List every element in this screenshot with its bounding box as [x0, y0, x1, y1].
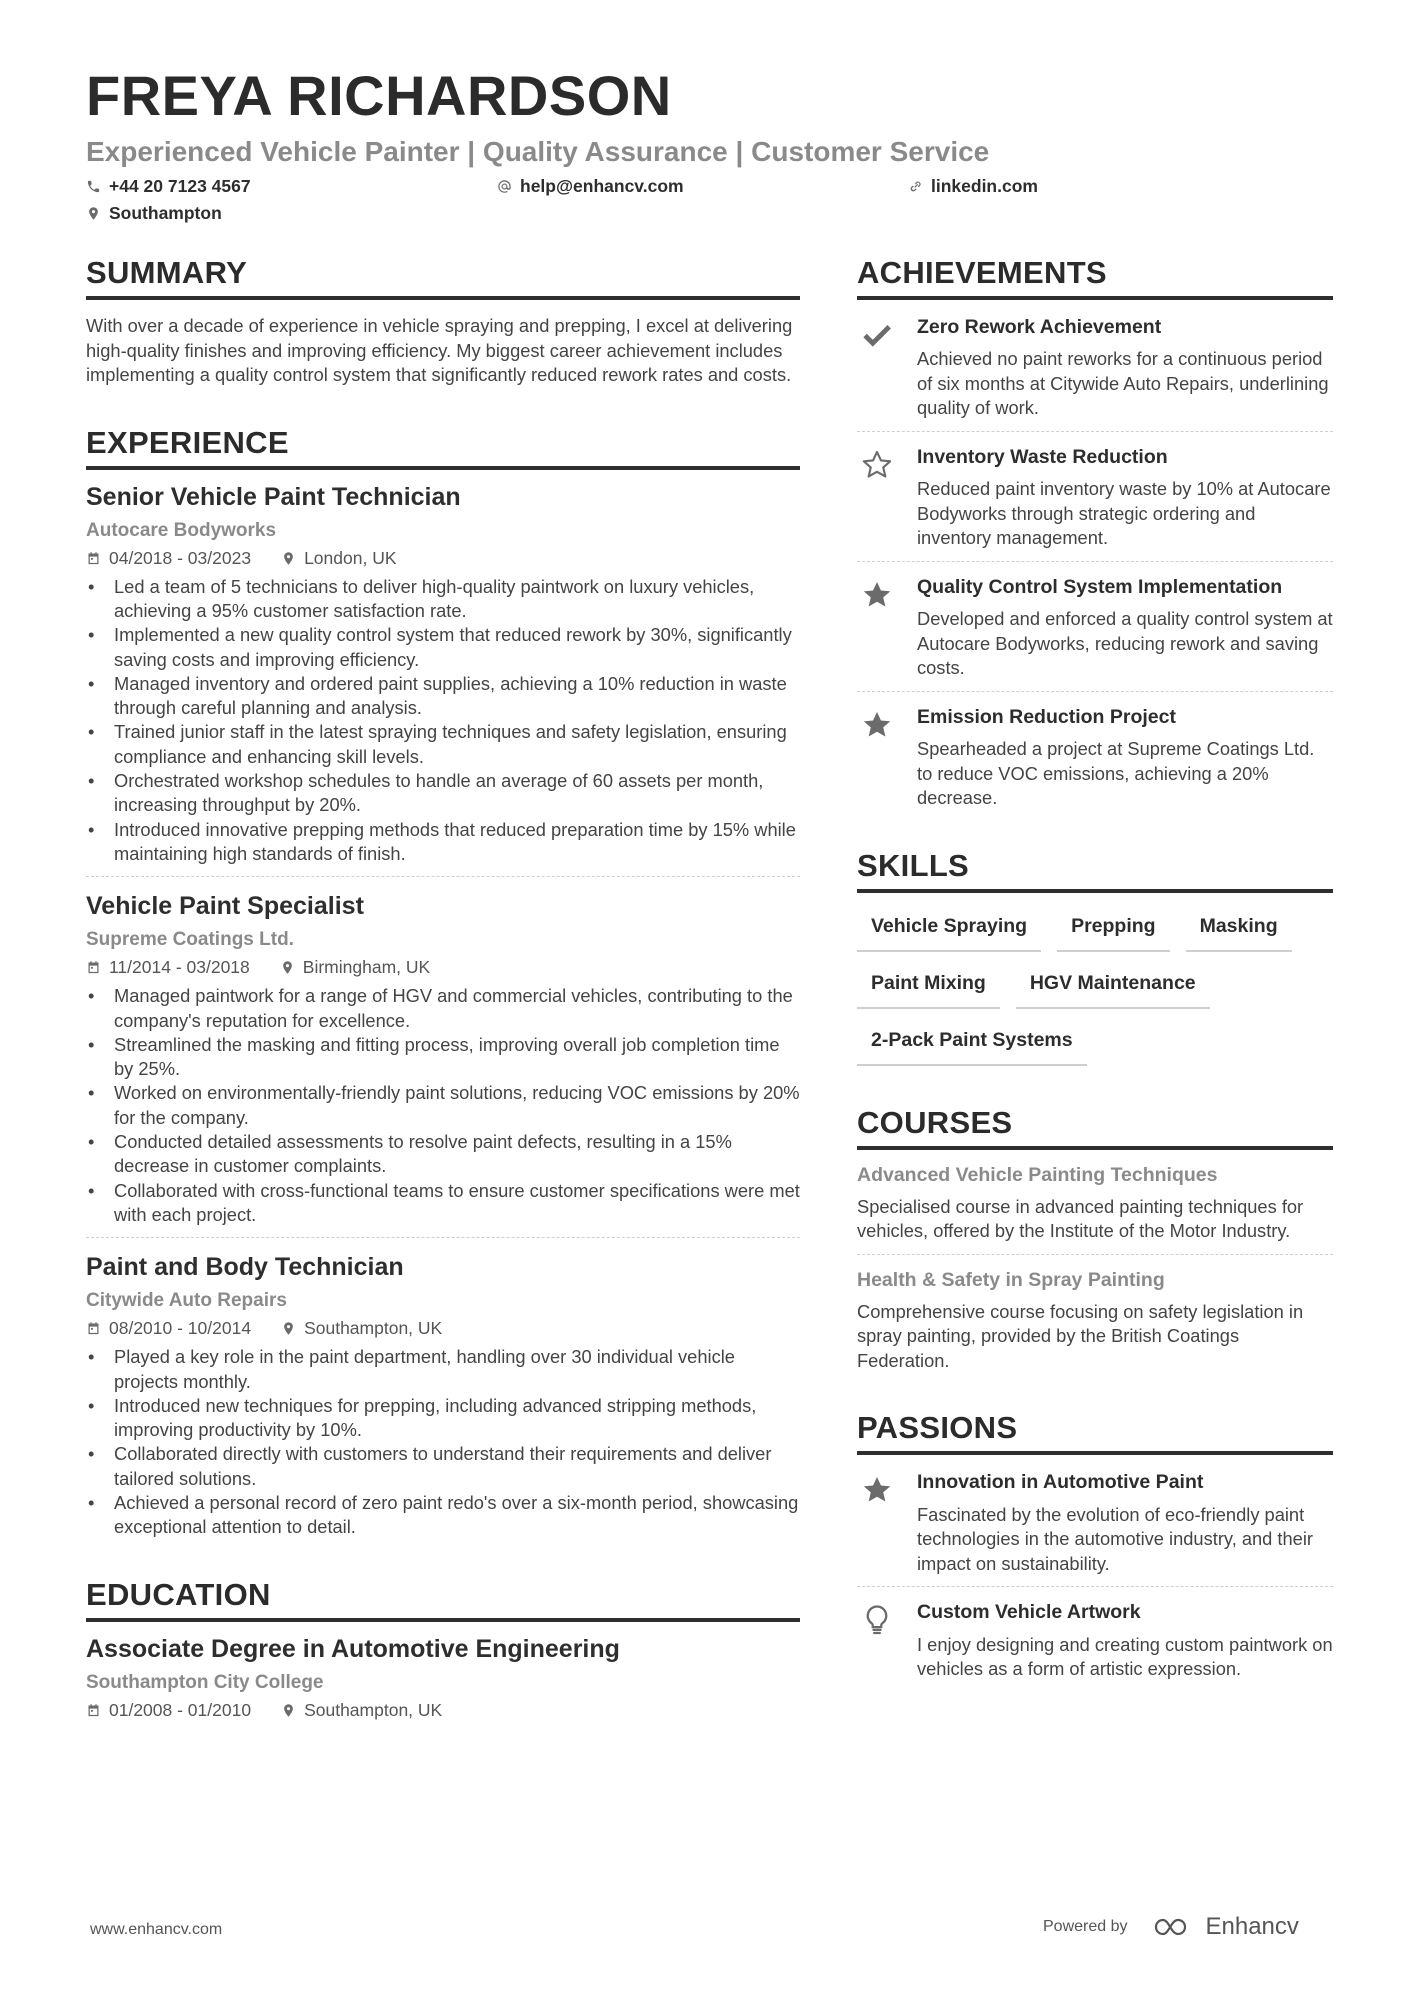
candidate-name: FREYA RICHARDSON [86, 64, 672, 127]
contact-linkedin[interactable] [908, 176, 1038, 197]
passion-title: Custom Vehicle Artwork [917, 1601, 1141, 1624]
degree-title: Associate Degree in Automotive Engineering [86, 1634, 620, 1663]
job-title: Paint and Body Technician [86, 1253, 404, 1282]
calendar-icon [86, 960, 101, 975]
enhancv-logo-icon [1150, 1914, 1198, 1940]
section-title-passions: PASSIONS [857, 1411, 1333, 1455]
bullet-item: • Collaborated directly with customers to understand their requirements and deliver tailored solutions. [86, 1442, 800, 1491]
job-location [280, 957, 430, 978]
skill-tag: HGV Maintenance [1016, 968, 1210, 1009]
education-location [281, 1700, 442, 1721]
bullet-item: • Trained junior staff in the latest spraying techniques and safety legislation, ensuring compliance and enhancing skill levels. [86, 720, 800, 769]
section-title-courses: COURSES [857, 1106, 1333, 1150]
star-outline-icon [857, 446, 897, 551]
location-pin-icon [281, 551, 296, 566]
bullet-item: • Orchestrated workshop schedules to handle an average of 60 assets per month, increasing throughput by 20%. [86, 769, 800, 818]
passion-item [857, 1601, 1333, 1681]
job-dates [86, 548, 251, 569]
bullet-item: • Collaborated with cross-functional teams to ensure customer specifications were met with each project. [86, 1179, 800, 1228]
skill-tag: Paint Mixing [857, 968, 1000, 1009]
calendar-icon [86, 551, 101, 566]
summary-text: With over a decade of experience in vehicle spraying and prepping, I excel at delivering high-quality finishes and improving efficiency. My biggest career achievement includes implementing a quality control system that significantly reduced rework rates and costs. [86, 315, 793, 386]
location-pin-icon [280, 960, 295, 975]
phone-text: +44 20 7123 4567 [109, 176, 251, 196]
checkmark-icon [857, 316, 897, 421]
at-icon [497, 179, 512, 194]
headline: Experienced Vehicle Painter | Quality Assurance | Customer Service [86, 136, 990, 167]
job-entry [86, 482, 800, 867]
skills-list [857, 911, 1333, 1066]
location-pin-icon [86, 206, 101, 221]
bullet-item: • Implemented a new quality control system that reduced rework by 30%, significantly saving costs and improving efficiency. [86, 623, 800, 672]
brand-logo[interactable] [1150, 1913, 1299, 1941]
job-bullets [86, 575, 800, 867]
bullet-item: • Introduced new techniques for prepping, including advanced stripping methods, improving productivity by 10%. [86, 1394, 800, 1443]
bullet-item: • Worked on environmentally-friendly paint solutions, reducing VOC emissions by 20% for the company. [86, 1081, 800, 1130]
divider [857, 1586, 1333, 1587]
divider [857, 691, 1333, 692]
bullet-item: • Led a team of 5 technicians to deliver high-quality paintwork on luxury vehicles, achieving a 95% customer satisfaction rate. [86, 575, 800, 624]
achievement-title: Quality Control System Implementation [917, 575, 1283, 598]
star-icon [857, 706, 897, 811]
location-text: Birmingham, UK [302, 957, 431, 978]
passion-title: Innovation in Automotive Paint [917, 1471, 1204, 1494]
job-dates [86, 1318, 251, 1339]
location-pin-icon [281, 1703, 296, 1718]
course-title: Health & Safety in Spray Painting [857, 1268, 1165, 1291]
education-entry [86, 1634, 800, 1721]
bullet-item: • Managed paintwork for a range of HGV and commercial vehicles, contributing to the company's reputation for excellence. [86, 984, 800, 1033]
job-meta [86, 1318, 800, 1339]
education-dates [86, 1700, 251, 1721]
job-title: Vehicle Paint Specialist [86, 892, 364, 921]
job-bullets [86, 984, 800, 1227]
email-text[interactable]: help@enhancv.com [520, 176, 684, 196]
calendar-icon [86, 1703, 101, 1718]
skill-tag: Masking [1186, 911, 1292, 952]
job-location [281, 1318, 442, 1339]
course-desc: Comprehensive course focusing on safety legislation in spray painting, provided by the British Coatings Federation. [857, 1300, 1304, 1371]
calendar-icon [86, 1321, 101, 1336]
bullet-item: • Managed inventory and ordered paint supplies, achieving a 10% reduction in waste through careful planning and analysis. [86, 672, 800, 721]
dates-text: 01/2008 - 01/2010 [109, 1699, 252, 1720]
passion-item [857, 1471, 1333, 1576]
company-name: Autocare Bodyworks [86, 519, 277, 541]
achievement-desc: Spearheaded a project at Supreme Coatings Ltd. to reduce VOC emissions, achieving a 20% decrease. [917, 738, 1315, 809]
footer-website[interactable]: www.enhancv.com [90, 1921, 223, 1938]
powered-by-label: Powered by [1043, 1918, 1128, 1935]
course-desc: Specialised course in advanced painting techniques for vehicles, offered by the Institute of the Motor Industry. [857, 1195, 1304, 1242]
location-text: Southampton, UK [304, 1318, 443, 1339]
company-name: Citywide Auto Repairs [86, 1290, 287, 1312]
contact-email[interactable] [497, 176, 684, 197]
divider [857, 1254, 1333, 1255]
contact-phone [86, 176, 251, 197]
job-bullets [86, 1345, 800, 1539]
skill-tag: 2-Pack Paint Systems [857, 1025, 1087, 1066]
dates-text: 04/2018 - 03/2023 [109, 547, 252, 568]
course-item [857, 1269, 1333, 1374]
divider [857, 431, 1333, 432]
job-meta [86, 957, 800, 978]
location-text: Southampton [109, 203, 222, 223]
skill-tag: Prepping [1057, 911, 1170, 952]
star-icon [857, 576, 897, 681]
achievement-title: Zero Rework Achievement [917, 316, 1162, 339]
school-name: Southampton City College [86, 1671, 324, 1693]
company-name: Supreme Coatings Ltd. [86, 929, 294, 951]
lightbulb-icon [857, 1601, 897, 1681]
education-meta [86, 1700, 800, 1721]
achievement-desc: Achieved no paint reworks for a continuous period of six months at Citywide Auto Repairs, underlining quality of work. [917, 348, 1329, 419]
achievement-item [857, 576, 1333, 681]
bullet-item: • Achieved a personal record of zero paint redo's over a six-month period, showcasing exceptional attention to detail. [86, 1491, 800, 1540]
passion-desc: I enjoy designing and creating custom paintwork on vehicles as a form of artistic expression. [917, 1633, 1333, 1680]
section-title-summary: SUMMARY [86, 256, 800, 300]
achievement-desc: Reduced paint inventory waste by 10% at Autocare Bodyworks through strategic ordering and inventory management. [917, 478, 1331, 549]
divider [857, 561, 1333, 562]
link-icon [908, 179, 923, 194]
bullet-item: • Played a key role in the paint department, handling over 30 individual vehicle projects monthly. [86, 1345, 800, 1394]
divider [86, 876, 800, 877]
section-title-education: EDUCATION [86, 1578, 800, 1622]
bullet-item: • Conducted detailed assessments to resolve paint defects, resulting in a 15% decrease in customer complaints. [86, 1130, 800, 1179]
course-item [857, 1164, 1333, 1244]
section-title-experience: EXPERIENCE [86, 426, 800, 470]
achievement-item [857, 446, 1333, 551]
achievement-item [857, 706, 1333, 811]
job-dates [86, 957, 250, 978]
footer-branding [1043, 1913, 1299, 1941]
achievement-item [857, 316, 1333, 421]
left-column [86, 256, 800, 1721]
linkedin-text[interactable]: linkedin.com [931, 176, 1038, 196]
contact-location [86, 203, 222, 224]
passion-desc: Fascinated by the evolution of eco-friendly paint technologies in the automotive industry, and their impact on sustainability. [917, 1503, 1313, 1574]
bullet-item: • Streamlined the masking and fitting process, improving overall job completion time by 25%. [86, 1033, 800, 1082]
job-entry [86, 1252, 800, 1539]
job-meta [86, 548, 800, 569]
job-location [281, 548, 396, 569]
achievement-title: Inventory Waste Reduction [917, 445, 1168, 468]
course-title: Advanced Vehicle Painting Techniques [857, 1163, 1218, 1186]
job-entry [86, 891, 800, 1227]
achievement-title: Emission Reduction Project [917, 705, 1176, 728]
dates-text: 11/2014 - 03/2018 [109, 957, 250, 978]
phone-icon [86, 179, 101, 194]
divider [86, 1237, 800, 1238]
location-text: London, UK [304, 547, 397, 568]
skill-tag: Vehicle Spraying [857, 911, 1041, 952]
section-title-achievements: ACHIEVEMENTS [857, 256, 1333, 300]
right-column [857, 256, 1333, 1682]
job-title: Senior Vehicle Paint Technician [86, 482, 461, 511]
brand-name: Enhancv [1205, 1913, 1299, 1940]
achievement-desc: Developed and enforced a quality control system at Autocare Bodyworks, reducing rework and saving costs. [917, 608, 1333, 679]
star-icon [857, 1471, 897, 1576]
location-pin-icon [281, 1321, 296, 1336]
bullet-item: • Introduced innovative prepping methods that reduced preparation time by 15% while maintaining high standards of finish. [86, 818, 800, 867]
section-title-skills: SKILLS [857, 849, 1333, 893]
location-text: Southampton, UK [304, 1699, 443, 1720]
dates-text: 08/2010 - 10/2014 [109, 1318, 252, 1339]
